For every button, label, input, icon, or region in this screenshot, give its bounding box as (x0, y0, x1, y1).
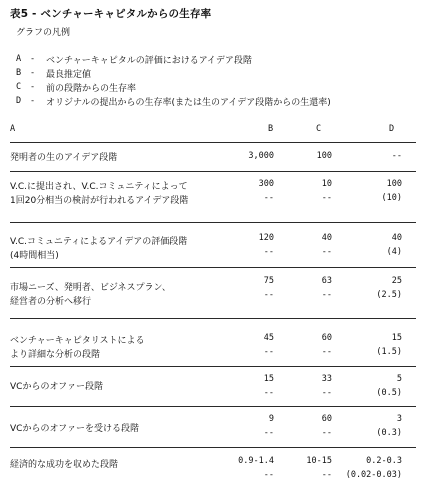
cell-d: 3 (396, 414, 402, 424)
cell-c-secondary: -- (321, 247, 332, 257)
legend-item (16, 52, 331, 66)
row-label-line: 経営者の分析へ移行 (10, 297, 92, 307)
cell-b: 15 (263, 374, 274, 384)
cell-b-secondary: -- (263, 290, 274, 300)
cell-d-secondary: (1.5) (376, 347, 402, 357)
cell-b-secondary: -- (263, 388, 274, 398)
cell-d: 15 (391, 333, 402, 343)
row-label (10, 151, 117, 165)
table-divider (10, 267, 416, 268)
cell-b: 75 (263, 276, 274, 286)
cell-d: 0.2-0.3 (366, 456, 402, 466)
legend-text: 最良推定値 (46, 69, 92, 80)
row-label-line: 市場ニーズ、発明者、ビジネスプラン、 (10, 283, 171, 293)
legend (16, 52, 331, 108)
table-divider (10, 406, 416, 407)
cell-b: 120 (258, 233, 274, 243)
cell-c-secondary: -- (321, 428, 332, 438)
row-label (10, 422, 139, 436)
column-header-d: D (389, 124, 395, 134)
cell-b-secondary: -- (263, 470, 274, 480)
cell-c: 60 (321, 414, 332, 424)
row-label (10, 380, 103, 394)
row-label-line: 発明者の生のアイデア段階 (10, 153, 118, 163)
row-label-line: 1回20分相当の検討が行われるアイデア段階 (10, 196, 189, 206)
cell-c-secondary: -- (321, 470, 332, 480)
legend-title: グラフの凡例 (16, 28, 71, 38)
row-label (10, 180, 188, 208)
row-label (10, 334, 145, 362)
cell-b-secondary: -- (263, 193, 274, 203)
cell-c-secondary: -- (321, 347, 332, 357)
cell-c-secondary: -- (321, 193, 332, 203)
cell-d-secondary: (0.3) (376, 428, 402, 438)
cell-b-secondary: -- (263, 247, 274, 257)
cell-d: 100 (386, 179, 402, 189)
cell-d-secondary: (2.5) (376, 290, 402, 300)
row-label-line: V.C.に提出され、V.C.コミュニティによって (10, 182, 188, 192)
row-label (10, 458, 118, 472)
column-header-a: A (10, 124, 16, 134)
cell-d: 25 (391, 276, 402, 286)
legend-item (16, 94, 331, 108)
legend-dash: - (30, 82, 36, 92)
table-divider (10, 366, 416, 367)
cell-c: 10-15 (306, 456, 332, 466)
cell-c-secondary: -- (321, 290, 332, 300)
cell-d-secondary: (4) (386, 247, 402, 257)
table-divider (10, 222, 416, 223)
legend-key: B (16, 68, 22, 78)
table-divider (10, 142, 416, 143)
cell-d-secondary: (0.5) (376, 388, 402, 398)
legend-key: C (16, 82, 22, 92)
row-label-line: V.C.コミュニティによるアイデアの評価段階 (10, 237, 188, 247)
cell-b: 300 (258, 179, 274, 189)
table-divider (10, 318, 416, 319)
cell-b-secondary: -- (263, 428, 274, 438)
legend-dash: - (30, 96, 36, 106)
row-label-line: VCからのオファー段階 (10, 382, 103, 392)
cell-c: 100 (316, 151, 332, 161)
cell-c: 33 (321, 374, 332, 384)
column-header-c: C (316, 124, 322, 134)
row-label-line: ベンチャーキャピタリストによる (10, 336, 145, 346)
cell-c: 40 (321, 233, 332, 243)
row-label-line: VCからのオファーを受ける段階 (10, 424, 139, 434)
cell-d-secondary: (0.02-0.03) (345, 470, 402, 480)
cell-d: -- (391, 151, 402, 161)
legend-dash: - (30, 68, 36, 78)
legend-dash: - (30, 54, 36, 64)
row-label-line: 経済的な成功を収めた段階 (10, 460, 119, 470)
cell-d: 5 (396, 374, 402, 384)
cell-d-secondary: (10) (381, 193, 402, 203)
table-title: 表5 - ベンチャーキャピタルからの生存率 (10, 8, 212, 20)
row-label-line: (4時間相当) (10, 251, 59, 261)
legend-text: 前の段階からの生存率 (46, 83, 137, 94)
legend-text: オリジナルの提出からの生存率(または生のアイデア段階からの生還率) (46, 97, 331, 108)
column-header-b: B (268, 124, 274, 134)
cell-d: 40 (391, 233, 402, 243)
table-divider (10, 171, 416, 172)
cell-c: 60 (321, 333, 332, 343)
cell-c-secondary: -- (321, 388, 332, 398)
cell-b: 3,000 (248, 151, 274, 161)
cell-b: 9 (268, 414, 274, 424)
cell-c: 10 (321, 179, 332, 189)
row-label (10, 235, 187, 263)
legend-item (16, 80, 331, 94)
cell-b: 0.9-1.4 (238, 456, 274, 466)
legend-key: D (16, 96, 22, 106)
table-divider (10, 447, 416, 448)
row-label (10, 281, 171, 309)
row-label-line: より詳細な分析の段階 (10, 350, 101, 360)
legend-item (16, 66, 331, 80)
cell-b-secondary: -- (263, 347, 274, 357)
cell-c: 63 (321, 276, 332, 286)
legend-key: A (16, 54, 22, 64)
cell-b: 45 (263, 333, 274, 343)
legend-text: ベンチャーキャピタルの評価におけるアイデア段階 (46, 55, 252, 66)
